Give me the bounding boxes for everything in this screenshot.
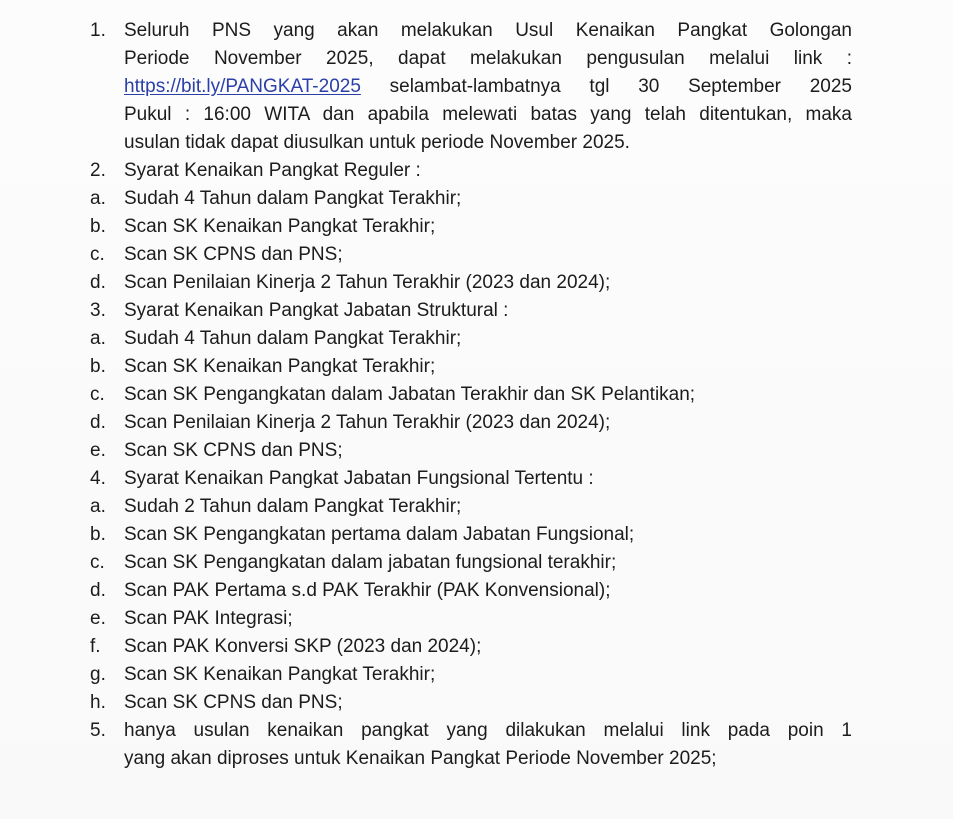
sub-text: Scan PAK Konversi SKP (2023 dan 2024); xyxy=(124,636,482,657)
sub-letter: h. xyxy=(90,692,106,713)
item-title: Syarat Kenaikan Pangkat Jabatan Struktural : xyxy=(124,300,509,321)
sub-item xyxy=(90,605,852,633)
sub-letter: g. xyxy=(90,664,106,685)
sub-item xyxy=(90,241,852,269)
sub-item xyxy=(90,213,852,241)
item-number: 4. xyxy=(90,468,106,489)
sub-letter: b. xyxy=(90,524,106,545)
sub-item xyxy=(90,409,852,437)
sub-item xyxy=(90,493,852,521)
sub-item xyxy=(90,689,852,717)
sub-text: Scan Penilaian Kinerja 2 Tahun Terakhir (2023 dan 2024); xyxy=(124,412,611,433)
sub-text: Scan SK Kenaikan Pangkat Terakhir; xyxy=(124,664,436,685)
sub-letter: c. xyxy=(90,244,105,265)
sub-text: Scan SK Kenaikan Pangkat Terakhir; xyxy=(124,356,436,377)
sub-item xyxy=(90,437,852,465)
list-item-4 xyxy=(90,465,852,493)
sub-letter: c. xyxy=(90,384,105,405)
sub-letter: a. xyxy=(90,188,106,209)
sub-item xyxy=(90,661,852,689)
item-line: yang akan diproses untuk Kenaikan Pangkat Periode November 2025; xyxy=(124,748,717,769)
sub-letter: d. xyxy=(90,272,106,293)
item-line: usulan tidak dapat diusulkan untuk periode November 2025. xyxy=(124,132,630,153)
sub-text: Scan SK Kenaikan Pangkat Terakhir; xyxy=(124,216,436,237)
item-title: Syarat Kenaikan Pangkat Jabatan Fungsional Tertentu : xyxy=(124,468,594,489)
sub-letter: b. xyxy=(90,216,106,237)
sub-item xyxy=(90,381,852,409)
sub-item xyxy=(90,185,852,213)
item-number: 5. xyxy=(90,720,106,741)
sub-text: Sudah 2 Tahun dalam Pangkat Terakhir; xyxy=(124,496,462,517)
sub-letter: c. xyxy=(90,552,105,573)
sub-item xyxy=(90,269,852,297)
list-item-1 xyxy=(90,17,852,157)
item-number: 3. xyxy=(90,300,106,321)
sub-text: Scan SK Pengangkatan pertama dalam Jabatan Fungsional; xyxy=(124,524,635,545)
sublist-2 xyxy=(90,185,852,297)
sublist-4 xyxy=(90,493,852,717)
list-item-5 xyxy=(90,717,852,773)
sub-letter: a. xyxy=(90,328,106,349)
list-item-3 xyxy=(90,297,852,325)
sub-item xyxy=(90,577,852,605)
sub-item xyxy=(90,633,852,661)
item-title: Syarat Kenaikan Pangkat Reguler : xyxy=(124,160,421,181)
sub-item xyxy=(90,521,852,549)
item-line: Seluruh PNS yang akan melakukan Usul Kenaikan Pangkat Golongan xyxy=(124,20,852,41)
sub-text: Scan SK CPNS dan PNS; xyxy=(124,692,343,713)
sub-item xyxy=(90,353,852,381)
sublist-3 xyxy=(90,325,852,465)
registration-link[interactable]: https://bit.ly/PANGKAT-2025 xyxy=(124,76,361,97)
item-line: Periode November 2025, dapat melakukan pengusulan melalui link : xyxy=(124,48,852,69)
sub-letter: f. xyxy=(90,636,101,657)
sub-letter: d. xyxy=(90,580,106,601)
item-line-with-link xyxy=(124,73,852,101)
sub-text: Scan PAK Pertama s.d PAK Terakhir (PAK Konvensional); xyxy=(124,580,611,601)
sub-text: Sudah 4 Tahun dalam Pangkat Terakhir; xyxy=(124,188,462,209)
sub-item xyxy=(90,325,852,353)
item-number: 2. xyxy=(90,160,106,181)
sub-text: Scan SK CPNS dan PNS; xyxy=(124,440,343,461)
sub-text: Scan Penilaian Kinerja 2 Tahun Terakhir (2023 dan 2024); xyxy=(124,272,611,293)
sub-text: Scan PAK Integrasi; xyxy=(124,608,293,629)
deadline-text: selambat-lambatnya tgl 30 September 2025 xyxy=(360,76,852,97)
sub-item xyxy=(90,549,852,577)
sub-text: Sudah 4 Tahun dalam Pangkat Terakhir; xyxy=(124,328,462,349)
sub-letter: d. xyxy=(90,412,106,433)
list-item-2 xyxy=(90,157,852,185)
sub-text: Scan SK Pengangkatan dalam jabatan fungsional terakhir; xyxy=(124,552,617,573)
sub-letter: e. xyxy=(90,440,106,461)
requirements-list xyxy=(90,17,852,773)
sub-text: Scan SK CPNS dan PNS; xyxy=(124,244,343,265)
sub-letter: b. xyxy=(90,356,106,377)
item-line: Pukul : 16:00 WITA dan apabila melewati batas yang telah ditentukan, maka xyxy=(124,104,852,125)
item-line: hanya usulan kenaikan pangkat yang dilakukan melalui link pada poin 1 xyxy=(124,720,852,741)
sub-letter: a. xyxy=(90,496,106,517)
sub-text: Scan SK Pengangkatan dalam Jabatan Terakhir dan SK Pelantikan; xyxy=(124,384,696,405)
sub-letter: e. xyxy=(90,608,106,629)
item-number: 1. xyxy=(90,20,106,41)
